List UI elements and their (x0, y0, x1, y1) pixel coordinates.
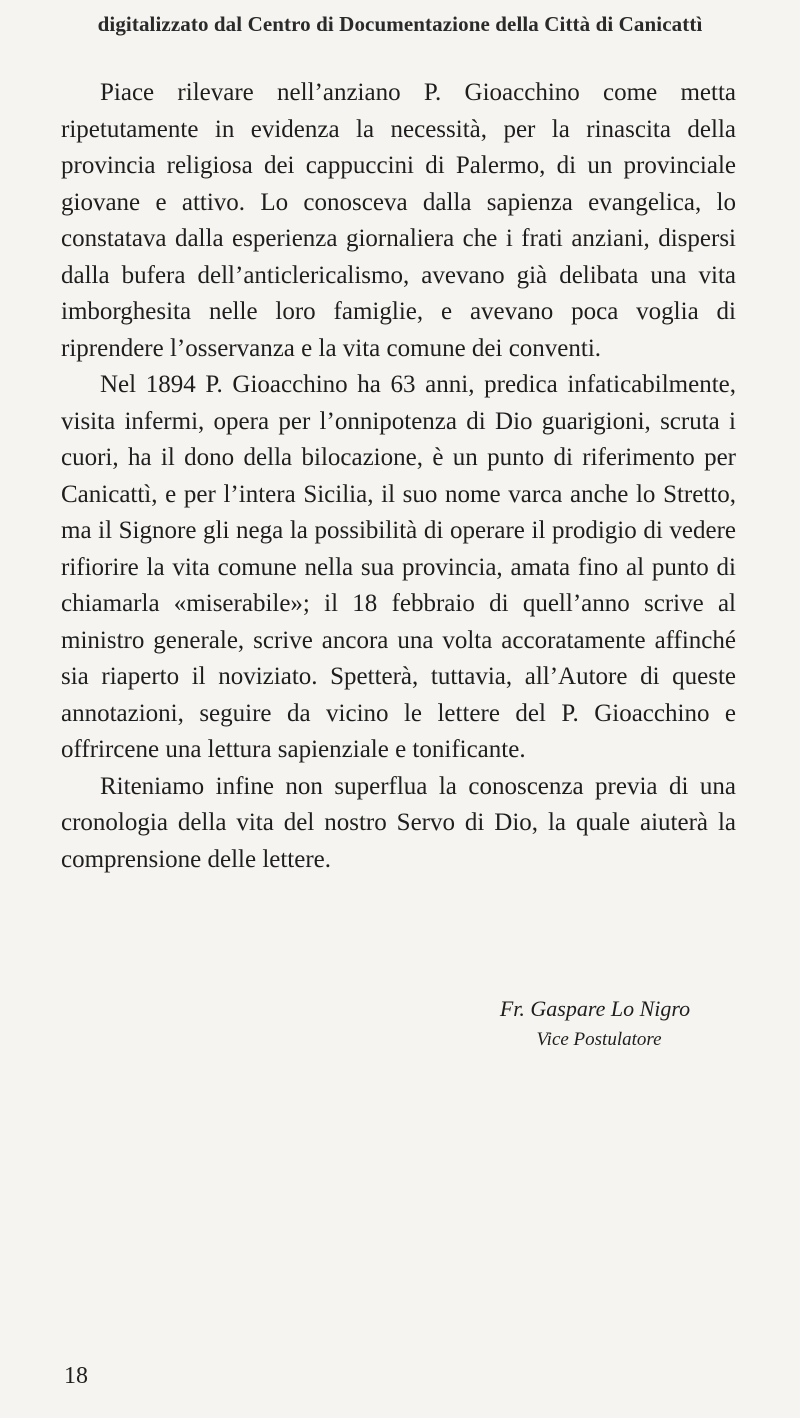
paragraph-2: Nel 1894 P. Gioacchino ha 63 anni, predica infaticabilmente, visita infermi, opera per l’onnipotenza di Dio guarigioni, scruta i cuori, ha il dono della bilocazione, è un punto di riferimento per Canicattì, e per l’intera Sicilia, il suo nome varca anche lo Stretto, ma il Signore gli nega la possibilità di operare il prodigio di vedere rifiorire la vita comune nella sua provincia, amata fino al punto di chiamarla «miserabile»; il 18 febbraio di quell’anno scrive al ministro generale, scrive ancora una volta accoratamente affinché sia riaperto il noviziato. Spetterà, tuttavia, all’Autore di queste annotazioni, seguire da vicino le lettere del P. Gioacchino e offrircene una lettura sapienziale e tonificante. (61, 371, 736, 763)
paragraph-1: Piace rilevare nell’anziano P. Gioacchino come metta ripetutamente in evidenza la necessità, per la rinascita della provincia religiosa dei cappuccini di Palermo, di un provinciale giovane e attivo. Lo conosceva dalla sapienza evangelica, lo constatava dalla esperienza giornaliera che i frati anziani, dispersi dalla bufera dell’anticlericalismo, avevano già delibata una vita imborghesita nelle loro famiglie, e avevano poca voglia di riprendere l’osservanza e la vita comune dei conventi. (61, 79, 736, 362)
digitization-watermark: digitalizzato dal Centro di Documentazione della Città di Canicattì (97, 12, 703, 36)
signature-role: Vice Postulatore (536, 1029, 662, 1050)
page-number: 18 (64, 1363, 88, 1389)
signature-block (430, 994, 760, 1054)
paragraph-3: Riteniamo infine non superflua la conoscenza previa di una cronologia della vita del nostro Servo di Dio, la quale aiuterà la comprensione delle lettere. (61, 772, 736, 873)
signature-name: Fr. Gaspare Lo Nigro (499, 996, 691, 1021)
body-text (61, 75, 736, 878)
